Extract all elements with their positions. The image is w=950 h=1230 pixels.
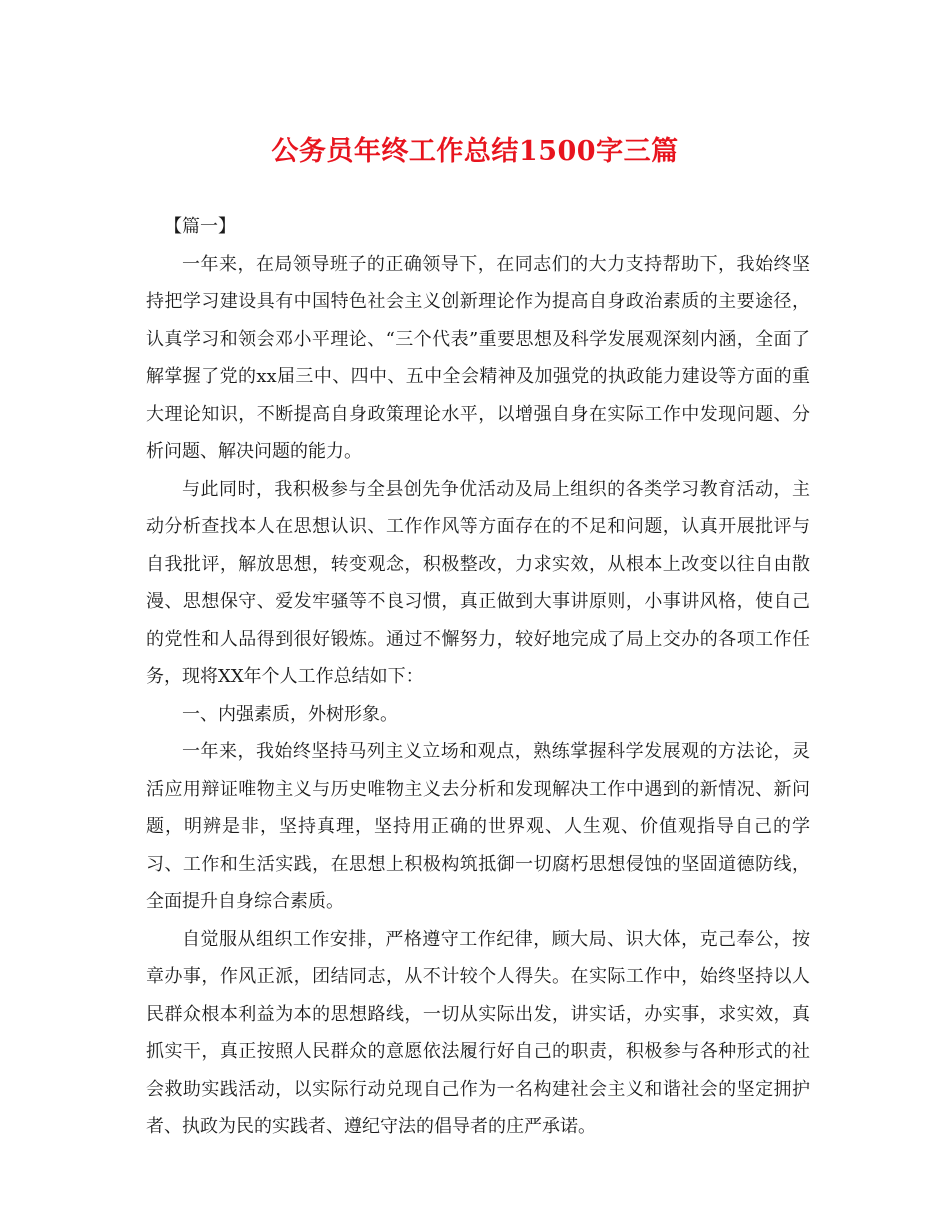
document-title: 公务员年终工作总结1500字三篇 [271, 136, 679, 167]
section-heading-part-one: 【篇一】 [164, 216, 236, 237]
paragraph-work-discipline: 自觉服从组织工作安排，严格遵守工作纪律，顾大局、识大体，克己奉公，按章办事，作风正派，团结同志，从不计较个人得失。在实际工作中，始终坚持以人民群众根本利益为本的思想路线，一切从实际出发，讲实话，办实事，求实效，真抓实干，真正按照人民群众的意愿依法履行好自己的职责，积极参与各种形式的社会救助实践活动，以实际行动兑现自己作为一名构建社会主义和谐社会的坚定拥护者、执政为民的实践者、遵纪守法的倡导者的庄严承诺。 [146, 928, 810, 1137]
section-heading-quality-image: 一、内强素质，外树形象。 [182, 703, 398, 725]
paragraph-marxist-stance: 一年来，我始终坚持马列主义立场和观点，熟练掌握科学发展观的方法论，灵活应用辩证唯物主义与历史唯物主义去分析和发现解决工作中遇到的新情况、新问题，明辨是非，坚持真理，坚持用正确的世界观、人生观、价值观指导自己的学习、工作和生活实践，在思想上积极构筑抵御一切腐朽思想侵蚀的坚固道德防线，全面提升自身综合素质。 [146, 741, 810, 912]
paragraph-self-criticism: 与此同时，我积极参与全县创先争优活动及局上组织的各类学习教育活动，主动分析查找本人在思想认识、工作作风等方面存在的不足和问题，认真开展批评与自我批评，解放思想，转变观念，积极整改，力求实效，从根本上改变以往自由散漫、思想保守、爱发牢骚等不良习惯，真正做到大事讲原则，小事讲风格，使自己的党性和人品得到很好锻炼。通过不懈努力，较好地完成了局上交办的各项工作任务，现将XX年个人工作总结如下： [146, 478, 810, 687]
paragraph-study-theory: 一年来，在局领导班子的正确领导下，在同志们的大力支持帮助下，我始终坚持把学习建设具有中国特色社会主义创新理论作为提高自身政治素质的主要途径，认真学习和领会邓小平理论、“三个代表”重要思想及科学发展观深刻内涵，全面了解掌握了党的xx届三中、四中、五中全会精神及加强党的执政能力建设等方面的重大理论知识，不断提高自身政策理论水平，以增强自身在实际工作中发现问题、分析问题、解决问题的能力。 [146, 253, 810, 462]
document-body [146, 208, 810, 1146]
